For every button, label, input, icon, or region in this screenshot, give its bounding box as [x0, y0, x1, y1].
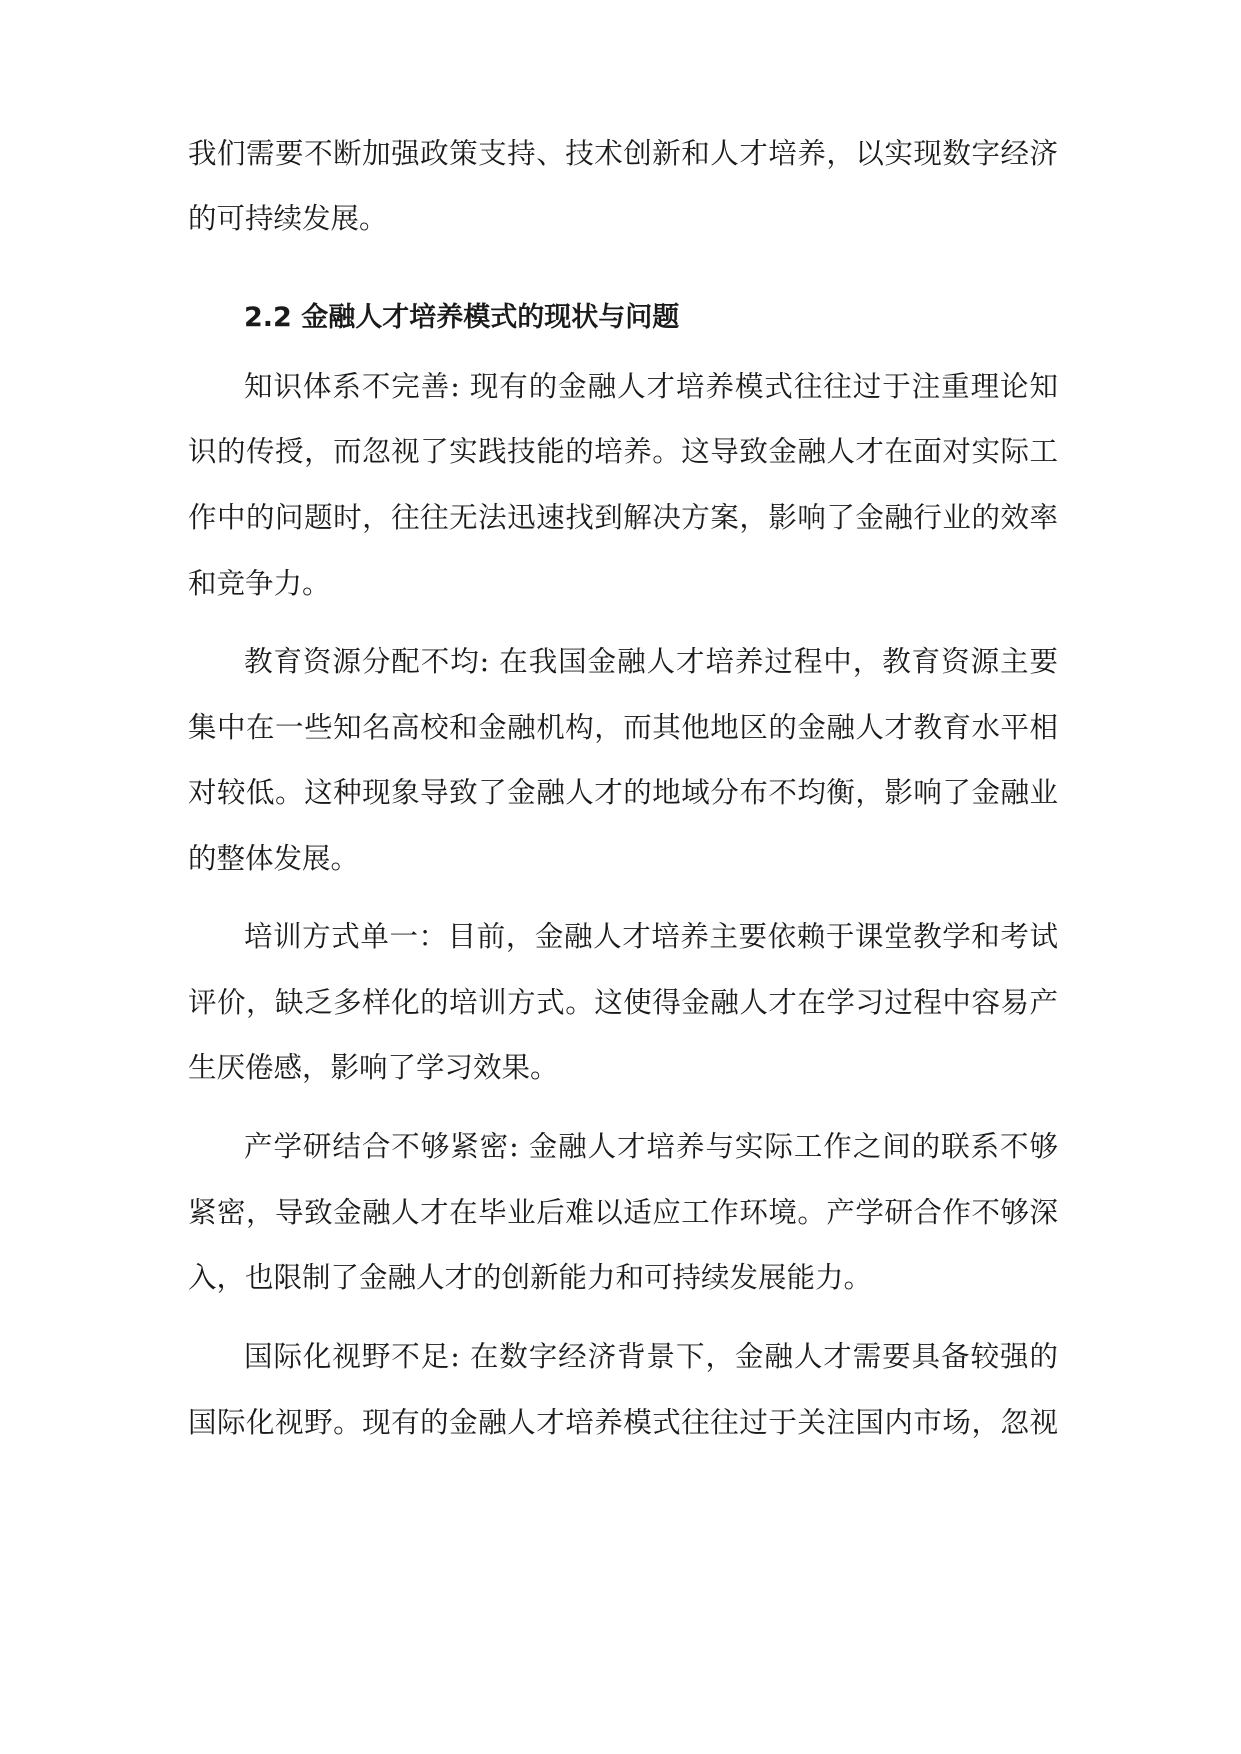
paragraph-line: 评价，缺乏多样化的培训方式。这使得金融人才在学习过程中容易产 — [188, 986, 1058, 1019]
paragraph-line: 入，也限制了金融人才的创新能力和可持续发展能力。 — [188, 1261, 873, 1294]
paragraph-line: 国际化视野不足: 在数字经济背景下，金融人才需要具备较强的 — [244, 1340, 1058, 1373]
paragraph-line: 国际化视野。现有的金融人才培养模式往往过于关注国内市场，忽视 — [188, 1406, 1058, 1439]
paragraph-line: 对较低。这种现象导致了金融人才的地域分布不均衡，影响了金融业 — [188, 776, 1058, 809]
paragraph-line: 教育资源分配不均: 在我国金融人才培养过程中，教育资源主要 — [244, 645, 1058, 678]
paragraph-line: 生厌倦感，影响了学习效果。 — [188, 1051, 559, 1084]
paragraph-line: 和竞争力。 — [188, 567, 331, 600]
paragraph-line: 产学研结合不够紧密: 金融人才培养与实际工作之间的联系不够 — [244, 1130, 1058, 1163]
section-heading: 2.2 金融人才培养模式的现状与问题 — [244, 302, 680, 333]
body-line: 我们需要不断加强政策支持、技术创新和人才培养，以实现数字经济 — [188, 137, 1058, 170]
paragraph-line: 紧密，导致金融人才在毕业后难以适应工作环境。产学研合作不够深 — [188, 1196, 1058, 1229]
body-line: 的可持续发展。 — [188, 202, 388, 235]
paragraph-line: 集中在一些知名高校和金融机构，而其他地区的金融人才教育水平相 — [188, 711, 1058, 744]
paragraph-line: 识的传授，而忽视了实践技能的培养。这导致金融人才在面对实际工 — [188, 435, 1058, 468]
paragraph-line: 培训方式单一：目前，金融人才培养主要依赖于课堂教学和考试 — [244, 920, 1058, 953]
paragraph-line: 的整体发展。 — [188, 842, 360, 875]
paragraph-line: 知识体系不完善: 现有的金融人才培养模式往往过于注重理论知 — [244, 370, 1058, 403]
paragraph-line: 作中的问题时，往往无法迅速找到解决方案，影响了金融行业的效率 — [188, 501, 1058, 534]
